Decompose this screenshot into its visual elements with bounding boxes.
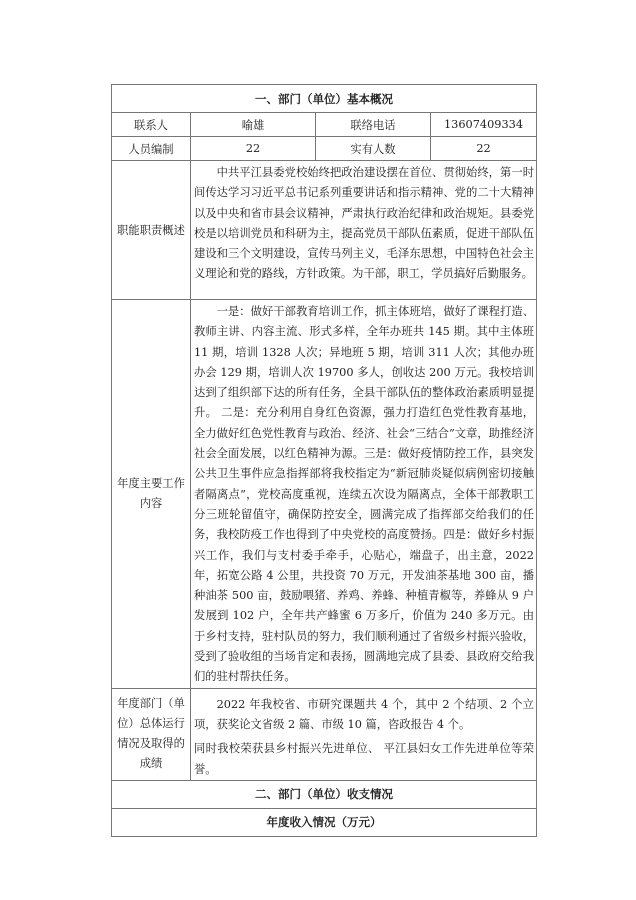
duties-label: 职能职责概述: [112, 161, 191, 300]
performance-text-1: 2022 年我校省、市研究课题共 4 个，其中 2 个结项、2 个立项，获奖论文省级 2 篇、市级 10 篇，咨政报告 4 个。: [194, 697, 534, 731]
phone-label: 联络电话: [316, 113, 431, 137]
performance-label: 年度部门（单位）总体运行情况及取得的成绩: [112, 688, 191, 780]
department-overview-table: [111, 84, 537, 837]
performance-cell: [191, 688, 537, 780]
contact-value: 喻雄: [191, 113, 316, 137]
section2-title: 二、部门（单位）收支情况: [112, 780, 537, 808]
phone-value: 13607409334: [431, 113, 537, 137]
actual-staff-label: 实有人数: [316, 137, 431, 161]
staff-quota-label: 人员编制: [112, 137, 191, 161]
actual-staff-value: 22: [431, 137, 537, 161]
work-cell: [191, 300, 537, 689]
work-text: 一是：做好干部教育培训工作，抓主体班培，做好了课程打造、教师主讲、内容主流、形式多样，全年办班共 145 期。其中主体班 11 期，培训 1328 人次；异地班 5 期，培训 311 人次；其他办班办会 129 期，培训人次 19700 多人，创收达 200 万元。我校培训达到了组织部下达的所有任务，全县干部队伍的整体政治素质明显提升。 二是：充分利用自身红色资源，强力打造红色党性教育基地，全力做好红色党性教育与政治、经济、社会“三结合”文章，助推经济社会全面发展，以红色精神为源。三是：做好疫情防控工作，县突发公共卫生事件应急指挥部将我校指定为“新冠肺炎疑似病例密切接触者隔离点”，党校高度重视，连续五次设为隔离点，全体干部教职工分三班轮留值守，确保防控安全，圆满完成了指挥部交给我们的任务，我校防疫工作也得到了中央党校的高度赞扬。四是：做好乡村振兴工作，我们与支村委手牵手，心贴心，端盘子，出主意，2022 年，拓宽公路 4 公里，共投资 70 万元，开发油茶基地 300 亩，播种油茶 500 亩，鼓励喂猪、养鸡、养蜂、种植青椒等，养蜂从 9 户发展到 102 户，全年共产蜂蜜 6 万多斤，价值为 240 多万元。由于乡村支持，驻村队员的努力，我们顺利通过了省级乡村振兴验收，受到了验收组的当场肯定和表扬，圆满地完成了县委、县政府交给我们的驻村帮扶任务。: [194, 305, 534, 684]
duties-text: 中共平江县委党校始终把政治建设摆在首位、贯彻始终，第一时间传达学习习近平总书记系列重要讲话和指示精神、党的二十大精神以及中央和省市县会议精神，严肃执行政治纪律和政治规矩。县委党校是以培训党员和科研为主，提高党员干部队伍素质，促进干部队伍建设和三个文明建设，宣传马列主义，毛泽东思想，中国特色社会主义理论和党的路线，方针政策。为干部，职工，学员搞好后勤服务。: [194, 166, 534, 281]
performance-text-2: 同时我校荣获县乡村振兴先进单位、 平江县妇女工作先进单位等荣誉。: [194, 742, 534, 776]
section1-title: 一、部门（单位）基本概况: [112, 85, 537, 113]
duties-cell: [191, 161, 537, 300]
income-title: 年度收入情况（万元）: [112, 808, 537, 836]
staff-quota-value: 22: [191, 137, 316, 161]
contact-label: 联系人: [112, 113, 191, 137]
work-label: 年度主要工作内容: [112, 300, 191, 689]
